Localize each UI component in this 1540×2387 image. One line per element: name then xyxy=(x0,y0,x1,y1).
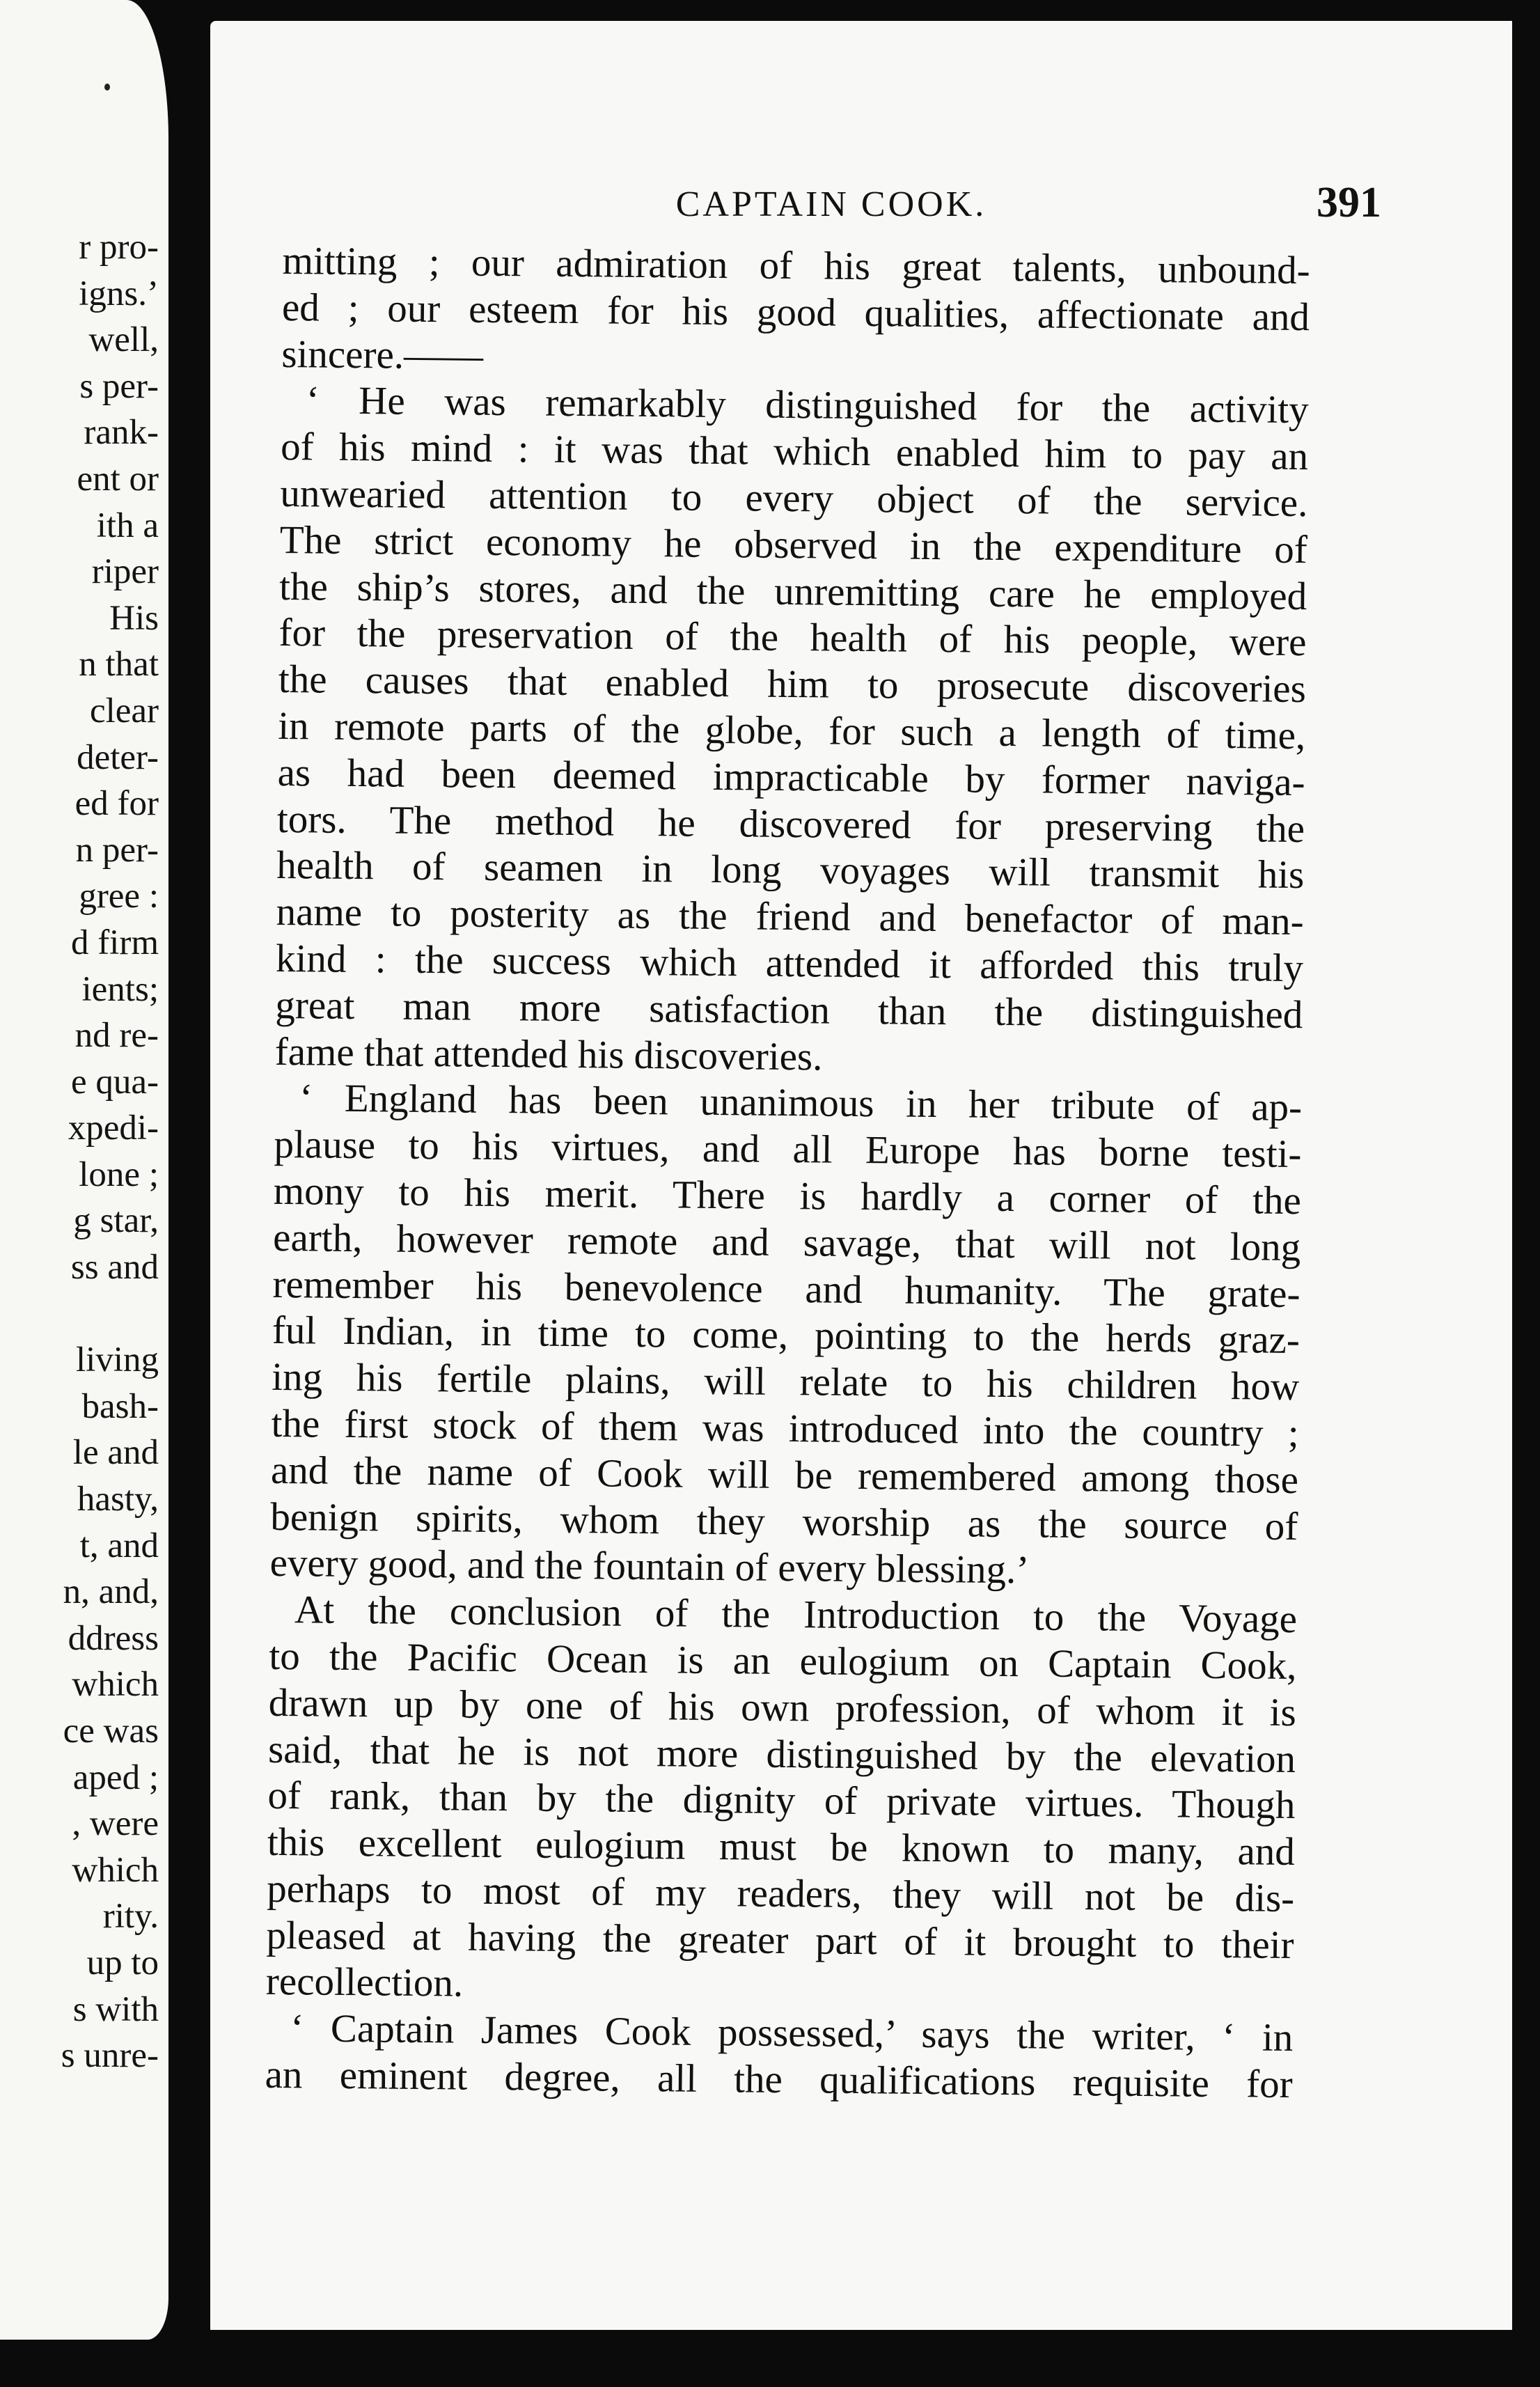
text-line: fame that attended his discoveries. xyxy=(274,1029,823,1079)
left-page-line: rank- xyxy=(84,413,159,453)
left-page-line: rity. xyxy=(102,1897,159,1936)
body-text xyxy=(265,238,1310,2108)
left-page-line: ith a xyxy=(96,506,159,545)
left-page-line: r pro- xyxy=(79,228,159,267)
left-page-line: aped ; xyxy=(72,1758,159,1797)
text-line: ing his fertile plains, will relate to his children how xyxy=(271,1355,1300,1409)
left-page-line: which xyxy=(72,1665,159,1705)
running-head-title: CAPTAIN COOK. xyxy=(675,185,987,224)
text-line: recollection. xyxy=(265,1959,464,2006)
text-line: as had been deemed impracticable by former naviga- xyxy=(277,750,1305,804)
text-line: benign spirits, whom they worship as the source of xyxy=(270,1494,1298,1549)
left-page-line: lone ; xyxy=(79,1155,159,1194)
text-line: health of seamen in long voyages will transmit his xyxy=(276,843,1305,898)
left-page-line: gree : xyxy=(79,877,159,916)
text-line: perhaps to most of my readers, they will not be dis- xyxy=(266,1866,1295,1920)
left-page-line: igns.’ xyxy=(79,274,159,313)
left-page-line: s with xyxy=(72,1989,159,2029)
left-page-line: g star, xyxy=(73,1201,159,1241)
left-page-line: le and xyxy=(72,1433,159,1473)
text-line: this excellent eulogium must be known to many, and xyxy=(267,1819,1296,1875)
text-line: sincere.—— xyxy=(281,331,484,378)
left-page-line: ddress xyxy=(68,1618,159,1658)
text-line: ed ; our esteem for his good qualities, affectionate and xyxy=(281,285,1310,339)
left-page-line: , were xyxy=(72,1804,159,1844)
left-page-line: His xyxy=(109,598,159,638)
text-line: name to posterity as the friend and benefactor of man- xyxy=(276,890,1304,944)
left-page-line: d firm xyxy=(70,923,159,962)
text-line: an eminent degree, all the qualifications requisite for xyxy=(265,2052,1293,2107)
text-line: pleased at having the greater part of it brought to their xyxy=(266,1913,1294,1967)
text-line: At the conclusion of the Introduction to the Voyage xyxy=(294,1588,1298,1642)
text-line: the causes that enabled him to prosecute discoveries xyxy=(278,657,1307,712)
left-page-line: ce was xyxy=(63,1712,159,1751)
left-page-line: s unre- xyxy=(61,2036,159,2076)
left-page-line: ent or xyxy=(77,459,159,499)
left-page-line: riper xyxy=(91,552,159,592)
left-page-line: t, and xyxy=(79,1526,159,1565)
left-page-line: well, xyxy=(88,320,159,360)
text-line: said, that he is not more distinguished by the elevation xyxy=(267,1727,1296,1781)
text-line: of rank, than by the dignity of private virtues. Though xyxy=(267,1774,1296,1828)
text-line: ful Indian, in time to come, pointing to the herds graz- xyxy=(272,1308,1301,1363)
text-line: remember his benevolence and humanity. The grate- xyxy=(272,1262,1301,1316)
left-page-line: clear xyxy=(89,691,159,730)
text-line: unwearied attention to every object of the service. xyxy=(280,471,1308,526)
page-number: 391 xyxy=(1317,179,1381,226)
left-page-line: ss and xyxy=(70,1248,159,1288)
left-page-line: n per- xyxy=(75,830,159,870)
text-line: great man more satisfaction than the distinguished xyxy=(275,983,1303,1037)
text-line: for the preservation of the health of his people, were xyxy=(278,611,1307,665)
left-page-line: e qua- xyxy=(70,1062,159,1102)
text-line: to the Pacific Ocean is an eulogium on Captain Cook, xyxy=(269,1634,1297,1688)
left-page-line: living xyxy=(75,1340,159,1380)
left-page-line xyxy=(0,1291,159,1338)
text-line: of his mind : it was that which enabled him to pay an xyxy=(280,425,1309,479)
text-line: The strict economy he observed in the expenditure of xyxy=(279,517,1308,572)
text-line: tors. The method he discovered for preserving the xyxy=(276,797,1305,851)
left-page-line: hasty, xyxy=(77,1480,159,1519)
left-page-line: n that xyxy=(79,645,159,684)
left-page-line: xpedi- xyxy=(68,1109,159,1148)
text-line: the ship’s stores, and the unremitting care he employed xyxy=(278,564,1307,618)
left-page-line: which xyxy=(72,1850,159,1890)
text-line: ‘ England has been unanimous in her tribute of ap- xyxy=(299,1076,1303,1130)
left-page-line: up to xyxy=(86,1943,159,1982)
text-line: earth, however remote and savage, that will not long xyxy=(272,1215,1301,1269)
text-line: kind : the success which attended it afforded this truly xyxy=(275,936,1304,991)
text-line: drawn up by one of his own profession, of whom it is xyxy=(268,1680,1297,1735)
left-page-line: n, and, xyxy=(63,1572,159,1612)
text-line: in remote parts of the globe, for such a length of time, xyxy=(277,703,1306,758)
left-page-line: ed for xyxy=(74,784,159,824)
text-line: mitting ; our admiration of his great talents, unbound- xyxy=(282,238,1310,293)
text-line: the first stock of them was introduced into the country ; xyxy=(271,1401,1299,1456)
left-page-line: deter- xyxy=(77,737,159,777)
left-page-line: bash- xyxy=(81,1386,159,1426)
text-line: every good, and the fountain of every blessing.’ xyxy=(269,1541,1030,1592)
left-page-line: ients; xyxy=(81,969,159,1009)
text-line: ‘ Captain James Cook possessed,’ says the writer, ‘ in xyxy=(290,2006,1294,2060)
right-page xyxy=(210,21,1512,2330)
text-line: ‘ He was remarkably distinguished for the activity xyxy=(306,378,1309,432)
left-page-line: nd re- xyxy=(74,1016,159,1056)
left-facing-page xyxy=(0,0,168,2340)
left-page-text-fragments xyxy=(0,224,159,2079)
left-page-line: s per- xyxy=(79,366,159,406)
running-head xyxy=(281,171,1381,234)
ink-speck xyxy=(104,84,110,91)
text-line: mony to his merit. There is hardly a corner of the xyxy=(273,1168,1302,1223)
text-line: and the name of Cook will be remembered among those xyxy=(270,1448,1299,1502)
text-line: plause to his virtues, and all Europe has borne testi- xyxy=(274,1122,1302,1177)
